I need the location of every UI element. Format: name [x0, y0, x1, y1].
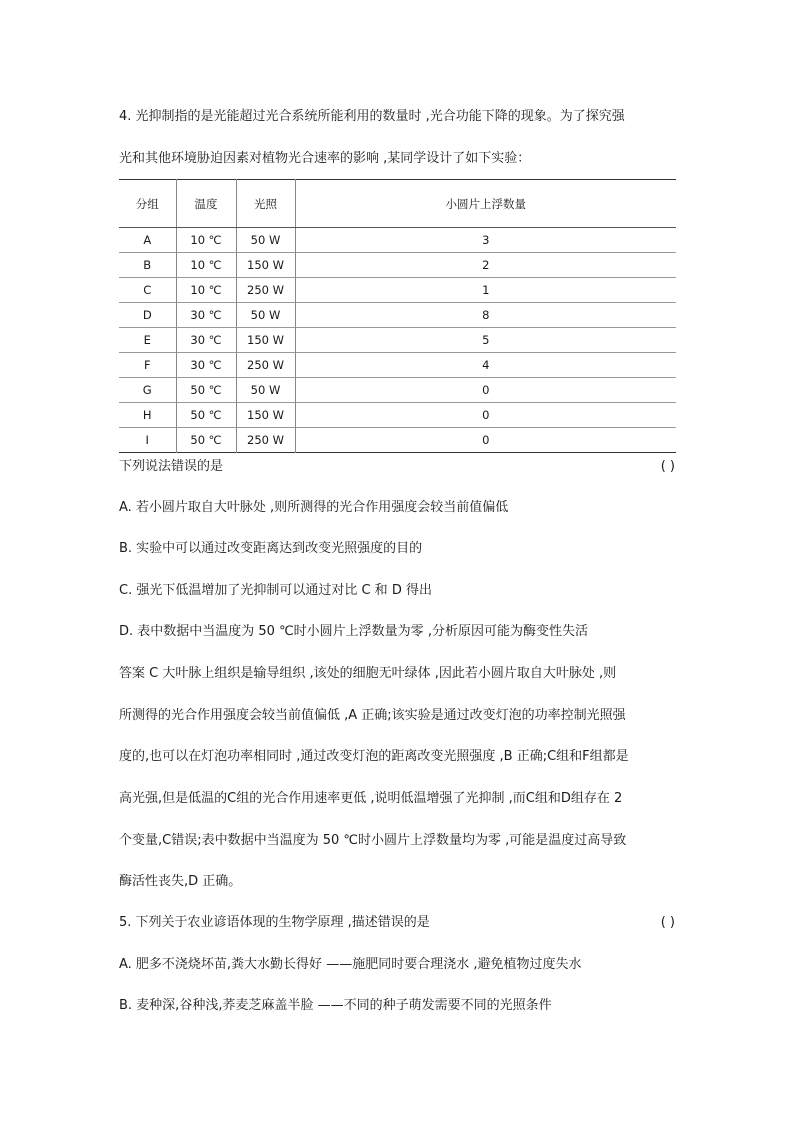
cell-temperature: 50 ℃ [176, 403, 236, 428]
q4-answer-line5: 个变量,C错误;表中数据中当温度为 50 ℃时小圆片上浮数量均为零 ,可能是温度过高导致 [119, 833, 627, 848]
cell-count: 8 [482, 308, 490, 322]
cell-count: 0 [482, 408, 490, 422]
cell-light: 50 W [236, 303, 295, 328]
cell-group: G [119, 378, 176, 403]
cell-count: 5 [482, 333, 490, 347]
header-group: 分组 [119, 180, 176, 228]
cell-group: B [119, 253, 176, 278]
table-row [119, 403, 676, 428]
cell-group: C [119, 278, 176, 303]
cell-group: D [119, 303, 176, 328]
cell-group: F [119, 353, 176, 378]
cell-light: 150 W [236, 328, 295, 353]
cell-light: 250 W [236, 353, 295, 378]
table-row [119, 228, 676, 253]
table-header-row [119, 180, 676, 228]
cell-group: E [119, 328, 176, 353]
table-row [119, 303, 676, 328]
cell-temperature: 10 ℃ [176, 228, 236, 253]
q4-answer-line4: 高光强,但是低温的C组的光合作用速率更低 ,说明低温增强了光抑制 ,而C组和D组存在 2 [119, 791, 623, 806]
cell-count: 1 [482, 283, 490, 297]
q4-option-a: A. 若小圆片取自大叶脉处 ,则所测得的光合作用强度会较当前值偏低 [119, 500, 509, 515]
cell-group: H [119, 403, 176, 428]
q4-option-b: B. 实验中可以通过改变距离达到改变光照强度的目的 [119, 541, 423, 556]
cell-count: 0 [482, 433, 490, 447]
q4-prompt [119, 458, 677, 476]
cell-temperature: 30 ℃ [176, 328, 236, 353]
q4-answer-paren: ( ) [660, 459, 675, 474]
cell-temperature: 50 ℃ [176, 428, 236, 453]
q4-prompt-text: 下列说法错误的是 [119, 459, 224, 474]
q5-option-b: B. 麦种深,谷种浅,荞麦芝麻盖半脸 ——不同的种子萌发需要不同的光照条件 [119, 998, 552, 1013]
table-row [119, 428, 676, 453]
q5-stem [119, 914, 677, 932]
q5-answer-paren: ( ) [660, 915, 675, 930]
cell-group: I [119, 428, 176, 453]
q4-stem-line1: 4. 光抑制指的是光能超过光合系统所能利用的数量时 ,光合功能下降的现象。为了探究强 [119, 109, 625, 124]
q5-stem-text: 5. 下列关于农业谚语体现的生物学原理 ,描述错误的是 [119, 915, 430, 930]
header-light: 光照 [236, 180, 295, 228]
q4-option-d: D. 表中数据中当温度为 50 ℃时小圆片上浮数量为零 ,分析原因可能为酶变性失活 [119, 624, 588, 639]
cell-light: 50 W [236, 378, 295, 403]
cell-temperature: 30 ℃ [176, 353, 236, 378]
cell-light: 150 W [236, 253, 295, 278]
header-floating-count: 小圆片上浮数量 [295, 180, 676, 228]
cell-light: 250 W [236, 278, 295, 303]
cell-temperature: 30 ℃ [176, 303, 236, 328]
cell-temperature: 10 ℃ [176, 278, 236, 303]
q4-stem-line2: 光和其他环境胁迫因素对植物光合速率的影响 ,某同学设计了如下实验： [119, 151, 531, 166]
cell-count: 3 [482, 233, 490, 247]
cell-light: 250 W [236, 428, 295, 453]
table-row [119, 278, 676, 303]
table-row [119, 253, 676, 278]
cell-temperature: 50 ℃ [176, 378, 236, 403]
cell-count: 2 [482, 258, 490, 272]
table-row [119, 328, 676, 353]
table-row [119, 353, 676, 378]
q4-answer-line3: 度的,也可以在灯泡功率相同时 ,通过改变灯泡的距离改变光照强度 ,B 正确;C组和F组都是 [119, 749, 629, 764]
cell-group: A [119, 228, 176, 253]
cell-light: 150 W [236, 403, 295, 428]
q4-option-c: C. 强光下低温增加了光抑制可以通过对比 C 和 D 得出 [119, 583, 432, 598]
table-row [119, 378, 676, 403]
q4-answer-line1: 答案 C 大叶脉上组织是输导组织 ,该处的细胞无叶绿体 ,因此若小圆片取自大叶脉处 ,则 [119, 666, 617, 681]
q5-option-a: A. 肥多不浇烧坏苗,粪大水勤长得好 ——施肥同时要合理浇水 ,避免植物过度失水 [119, 957, 582, 972]
cell-light: 50 W [236, 228, 295, 253]
q4-answer-line6: 酶活性丧失,D 正确。 [119, 874, 242, 889]
q4-answer-line2: 所测得的光合作用强度会较当前值偏低 ,A 正确;该实验是通过改变灯泡的功率控制光照强 [119, 708, 626, 723]
experiment-table [119, 179, 676, 453]
header-temperature: 温度 [176, 180, 236, 228]
cell-count: 4 [482, 358, 490, 372]
cell-count: 0 [482, 383, 490, 397]
cell-temperature: 10 ℃ [176, 253, 236, 278]
